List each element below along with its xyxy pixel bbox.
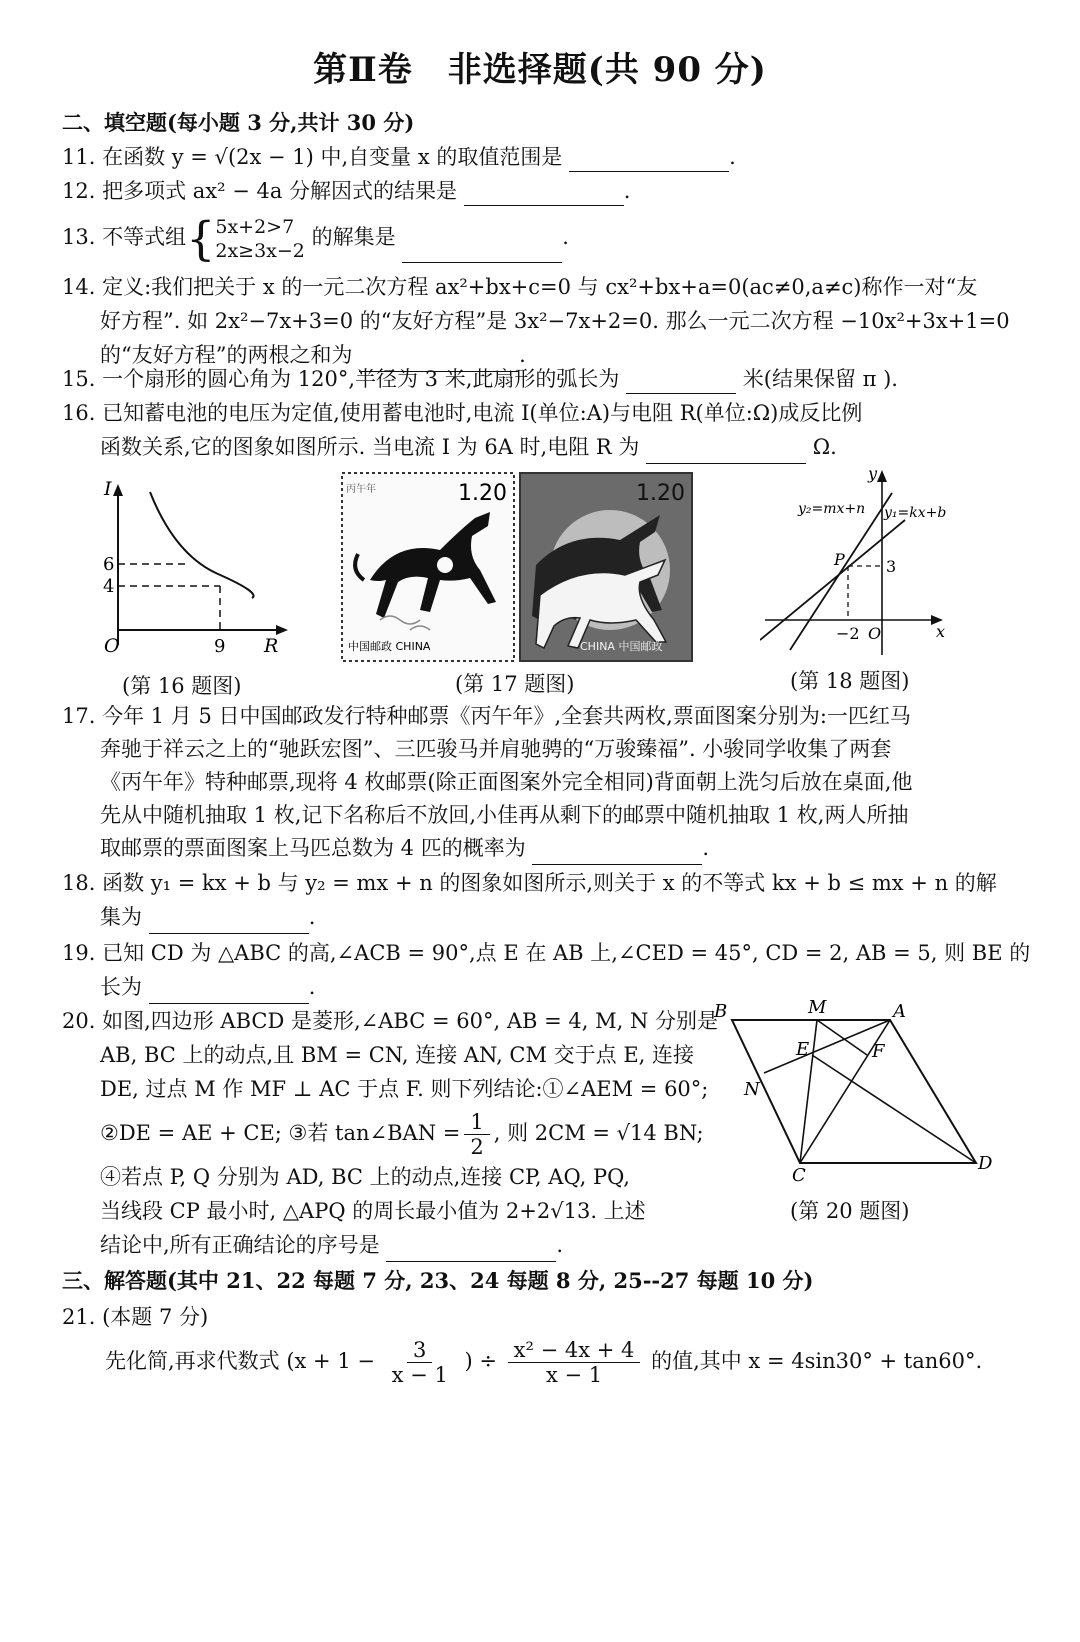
stamp-2-brand: CHINA 中国邮政	[580, 640, 663, 653]
q17-line-3: 《丙午年》特种邮票,现将 4 枚邮票(除正面图案外完全相同)背面朝上洗匀后放在桌面,他	[100, 770, 913, 794]
figure-18-caption: (第 18 题图)	[790, 669, 910, 693]
question-14	[62, 270, 1037, 372]
fig20-label-f: F	[872, 1041, 885, 1062]
question-15	[62, 364, 1040, 394]
question-21-head: 21. (本题 7 分)	[62, 1305, 209, 1329]
q21-frac1-num: 3	[407, 1338, 432, 1363]
q18-line-1: 18. 函数 y₁ = kx + b 与 y₂ = mx + n 的图象如图所示,则关于 x 的不等式 kx + b ≤ mx + n 的解	[62, 871, 997, 895]
fig18-tick-3: 3	[886, 557, 897, 576]
question-18	[62, 866, 1037, 934]
fig16-tick-4: 4	[103, 576, 115, 597]
figure-18-graph	[760, 465, 980, 660]
q19-answer-blank[interactable]	[149, 981, 309, 1004]
section-fill-in: 二、填空题(每小题 3 分,共计 30 分)	[62, 110, 415, 135]
q14-line-1: 14. 定义:我们把关于 x 的一元二次方程 ax²+bx+c=0 与 cx²+bx+a=0(ac≠0,a≠c)称作一对“友	[62, 275, 978, 299]
fig16-tick-9: 9	[214, 636, 226, 657]
segment-mf	[817, 1020, 867, 1055]
inverse-curve	[150, 492, 254, 598]
fig20-label-d: D	[978, 1153, 993, 1174]
stamp-1-price: 1.20	[458, 481, 507, 506]
q17-line-2: 奔驰于祥云之上的“驰跃宏图”、三匹骏马并肩驰骋的“万骏臻福”. 小骏同学收集了两套	[100, 737, 892, 761]
fig16-x-label: R	[264, 635, 279, 657]
q17-line-4: 先从中随机抽取 1 枚,记下名称后不放回,小佳再从剩下的邮票中随机抽取 1 枚,两人所抽	[100, 803, 909, 827]
stamp-1-brand: 中国邮政 CHINA	[348, 640, 431, 653]
q21-frac1-den: x − 1	[391, 1363, 448, 1387]
q20-line-4b: , 则 2CM = √14 BN;	[493, 1121, 704, 1145]
q14-line-3-text: 的“友好方程”的两根之和为	[100, 343, 353, 367]
q21-frac2-den: x − 1	[545, 1363, 603, 1387]
q18-answer-blank[interactable]	[149, 911, 309, 934]
q13-suffix: 的解集是	[311, 225, 396, 249]
fig20-label-a: A	[893, 1001, 906, 1022]
q20-frac-den: 2	[470, 1135, 484, 1159]
fig16-y-label: I	[104, 480, 112, 500]
q18-line-2-text: 集为	[100, 905, 142, 929]
fig20-label-c: C	[792, 1165, 806, 1185]
q13-prefix: 13. 不等式组	[62, 225, 187, 249]
fig16-origin: O	[104, 635, 120, 657]
question-13: 13. 不等式组{5x+2>7 2x≥3x−2 的解集是 .	[62, 211, 569, 266]
fig20-label-m: M	[808, 997, 827, 1018]
fig20-label-e: E	[796, 1039, 810, 1060]
segment-de	[812, 1055, 976, 1163]
q19-line-1: 19. 已知 CD 为 △ABC 的高,∠ACB = 90°,点 E 在 AB 上,∠CED = 45°, CD = 2, AB = 5, 则 BE 的	[62, 941, 1031, 965]
q13-ineq-2: 2x≥3x−2	[215, 239, 305, 262]
q12-text: 12. 把多项式 ax² − 4a 分解因式的结果是	[62, 179, 458, 203]
q20-answer-blank[interactable]	[386, 1239, 556, 1262]
q20-line-5: ④若点 P, Q 分别为 AD, BC 上的动点,连接 CP, AQ, PQ,	[100, 1165, 630, 1189]
figure-16-caption: (第 16 题图)	[122, 674, 242, 698]
figure-20-caption: (第 20 题图)	[790, 1199, 910, 1223]
q16-line-2	[62, 430, 1037, 464]
question-20	[62, 1004, 722, 1262]
q20-frac-num: 1	[464, 1110, 489, 1135]
fig18-y-axis: y	[868, 465, 878, 483]
q16-unit: Ω.	[812, 435, 837, 459]
q17-line-5-text: 取邮票的票面图案上马匹总数为 4 匹的概率为	[100, 836, 526, 860]
q20-line-7: 结论中,所有正确结论的序号是 .	[62, 1228, 722, 1262]
q21-prefix: 先化简,再求代数式 (x + 1 −	[105, 1349, 375, 1373]
question-16	[62, 396, 1037, 464]
fig18-tick-neg2: −2	[836, 624, 860, 643]
figure-20-rhombus	[712, 995, 1012, 1185]
figure-16-graph	[90, 480, 290, 660]
question-21	[105, 1338, 982, 1387]
q11-text: 11. 在函数 y = √(2x − 1) 中,自变量 x 的取值范围是	[62, 145, 563, 169]
fig18-y1-label: y₁=kx+b	[884, 505, 947, 521]
fig16-tick-6: 6	[103, 554, 115, 575]
question-12: 12. 把多项式 ax² − 4a 分解因式的结果是 .	[62, 176, 1040, 206]
q20-line-6: 当线段 CP 最小时, △APQ 的周长最小值为 2+2√13. 上述	[100, 1199, 646, 1223]
q19-line-2: 长为 .	[62, 970, 1037, 1004]
q15-suffix: 米(结果保留 π ).	[742, 367, 898, 391]
q16-answer-blank[interactable]	[646, 441, 806, 464]
q12-answer-blank[interactable]	[464, 183, 624, 206]
q21-fraction-2	[508, 1338, 641, 1387]
q21-mid: ) ÷	[464, 1349, 497, 1373]
q11-answer-blank[interactable]	[569, 149, 729, 172]
q13-system	[215, 215, 305, 263]
line-y1	[760, 520, 905, 640]
rhombus-abcd	[732, 1020, 976, 1163]
q13-ineq-1: 5x+2>7	[215, 215, 295, 238]
q19-line-2-text: 长为	[100, 975, 142, 999]
fig18-y2-label: y₂=mx+n	[798, 501, 866, 517]
fig18-point-p: P	[834, 550, 845, 569]
q16-line-1: 16. 已知蓄电池的电压为定值,使用蓄电池时,电流 I(单位:A)与电阻 R(单位:Ω)成反比例	[62, 401, 863, 425]
q13-answer-blank[interactable]	[402, 240, 562, 263]
q21-frac2-num: x² − 4x + 4	[508, 1338, 641, 1363]
question-19	[62, 936, 1037, 1004]
fig18-origin: O	[868, 624, 882, 643]
figure-17-stamps	[340, 470, 695, 665]
q15-answer-blank[interactable]	[626, 371, 736, 394]
q17-line-5: 取邮票的票面图案上马匹总数为 4 匹的概率为 .	[62, 832, 1037, 865]
page-title: 第Ⅱ卷 非选择题(共 90 分)	[313, 50, 767, 90]
q20-line-3: DE, 过点 M 作 MF ⊥ AC 于点 F. 则下列结论:①∠AEM = 60°;	[100, 1077, 709, 1101]
q20-line-4	[62, 1106, 722, 1160]
q20-fraction	[464, 1110, 489, 1159]
q20-line-2: AB, BC 上的动点,且 BM = CN, 连接 AN, CM 交于点 E, 连接	[100, 1043, 695, 1067]
stamp-1-corner: 丙午年	[346, 484, 376, 495]
q20-line-7-text: 结论中,所有正确结论的序号是	[100, 1233, 380, 1257]
figure-17-caption: (第 17 题图)	[455, 672, 575, 696]
q20-line-4a: ②DE = AE + CE; ③若 tan∠BAN =	[100, 1121, 461, 1145]
section-solve: 三、解答题(其中 21、22 每题 7 分, 23、24 每题 8 分, 25--27 每题 10 分)	[62, 1268, 814, 1293]
q14-line-2: 好方程”. 如 2x²−7x+3=0 的“友好方程”是 3x²−7x+2=0. 那么一元二次方程 −10x²+3x+1=0	[100, 309, 1010, 333]
fig20-label-n: N	[744, 1079, 760, 1100]
q13-brace: {	[186, 211, 216, 266]
q17-answer-blank[interactable]	[532, 842, 702, 865]
fig20-label-b: B	[714, 1001, 728, 1022]
q18-line-2: 集为 .	[62, 900, 1037, 934]
q14-line-3: 的“友好方程”的两根之和为 .	[62, 338, 1037, 372]
stamp-2-price: 1.20	[636, 481, 685, 506]
question-17	[62, 700, 1037, 865]
q20-line-1: 20. 如图,四边形 ABCD 是菱形,∠ABC = 60°, AB = 4, M, N 分别是	[62, 1009, 718, 1033]
q16-line-2-text: 函数关系,它的图象如图所示. 当电流 I 为 6A 时,电阻 R 为	[100, 435, 640, 459]
fig18-x-axis: x	[936, 622, 946, 641]
question-11: 11. 在函数 y = √(2x − 1) 中,自变量 x 的取值范围是 .	[62, 142, 1040, 172]
q21-suffix: 的值,其中 x = 4sin30° + tan60°.	[651, 1349, 983, 1373]
q17-line-1: 17. 今年 1 月 5 日中国邮政发行特种邮票《丙午年》,全套共两枚,票面图案分别为:一匹红马	[62, 704, 911, 728]
q15-text: 15. 一个扇形的圆心角为 120°,半径为 3 米,此扇形的弧长为	[62, 367, 620, 391]
q21-fraction-1	[386, 1338, 454, 1387]
